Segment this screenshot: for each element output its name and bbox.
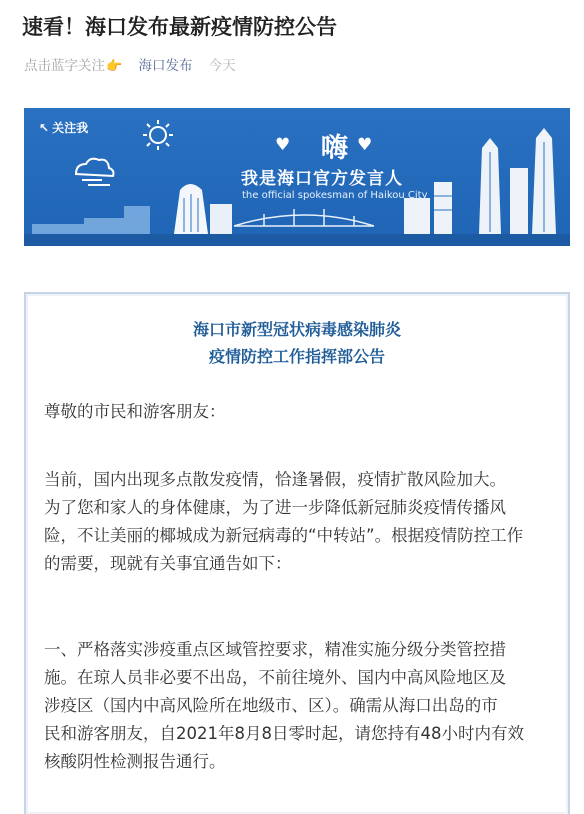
paragraph-line: 为了您和家人的身体健康，为了进一步降低新冠肺炎疫情传播风 bbox=[44, 498, 506, 517]
pointing-hand-icon: 👉 bbox=[106, 59, 123, 74]
arrow-icon: ↖ bbox=[39, 120, 50, 135]
account-name-link[interactable]: 海口发布 bbox=[138, 58, 193, 74]
paragraph-1 bbox=[44, 466, 564, 578]
notice-title-line1: 海口市新型冠状病毒感染肺炎 bbox=[192, 320, 401, 339]
follow-hint[interactable]: 点击蓝字关注 bbox=[24, 58, 105, 74]
paragraph-line: 险，不让美丽的椰城成为新冠病毒的“中转站”。根据疫情防控工作 bbox=[44, 526, 524, 545]
paragraph-line: 的需要，现就有关事宜通告如下： bbox=[44, 554, 292, 573]
paragraph-line: 核酸阴性检测报告通行。 bbox=[44, 752, 226, 771]
cloud-icon bbox=[76, 159, 114, 185]
paragraph-line: 施。在琼人员非必要不出岛，不前往境外、国内中高风险地区及 bbox=[44, 668, 506, 687]
paragraph-line: 民和游客朋友，自2021年8月8日零时起，请您持有48小时内有效 bbox=[44, 724, 524, 743]
notice-title-line2: 疫情防控工作指挥部公告 bbox=[208, 347, 385, 366]
notice-box bbox=[24, 292, 570, 814]
banner-image bbox=[24, 108, 570, 246]
paragraph-2 bbox=[44, 636, 564, 776]
paragraph-line: 涉疫区（国内中高风险所在地级市、区）。确需从海口出岛的市 bbox=[44, 696, 498, 715]
banner-hai: 嗨 bbox=[321, 133, 348, 164]
paragraph-line: 一、严格落实涉疫重点区域管控要求，精准实施分级分类管控措 bbox=[44, 640, 506, 659]
heart-icon: ♥ bbox=[357, 135, 373, 155]
paragraph-line: 当前，国内出现多点散发疫情，恰逢暑假，疫情扩散风险加大。 bbox=[44, 470, 506, 489]
heart-icon: ♥ bbox=[275, 135, 291, 155]
follow-text: 关注我 bbox=[52, 121, 89, 135]
banner-slogan: 我是海口官方发言人 bbox=[241, 169, 403, 189]
follow-me-label bbox=[39, 119, 88, 136]
article-meta bbox=[24, 56, 236, 77]
banner-slogan-english: the official spokesman of Haikou City bbox=[242, 190, 428, 201]
sun-icon bbox=[143, 120, 173, 150]
article-title: 速看！海口发布最新疫情防控公告 bbox=[22, 15, 337, 39]
greeting: 尊敬的市民和游客朋友： bbox=[44, 402, 226, 421]
publish-time: 今天 bbox=[208, 58, 236, 74]
